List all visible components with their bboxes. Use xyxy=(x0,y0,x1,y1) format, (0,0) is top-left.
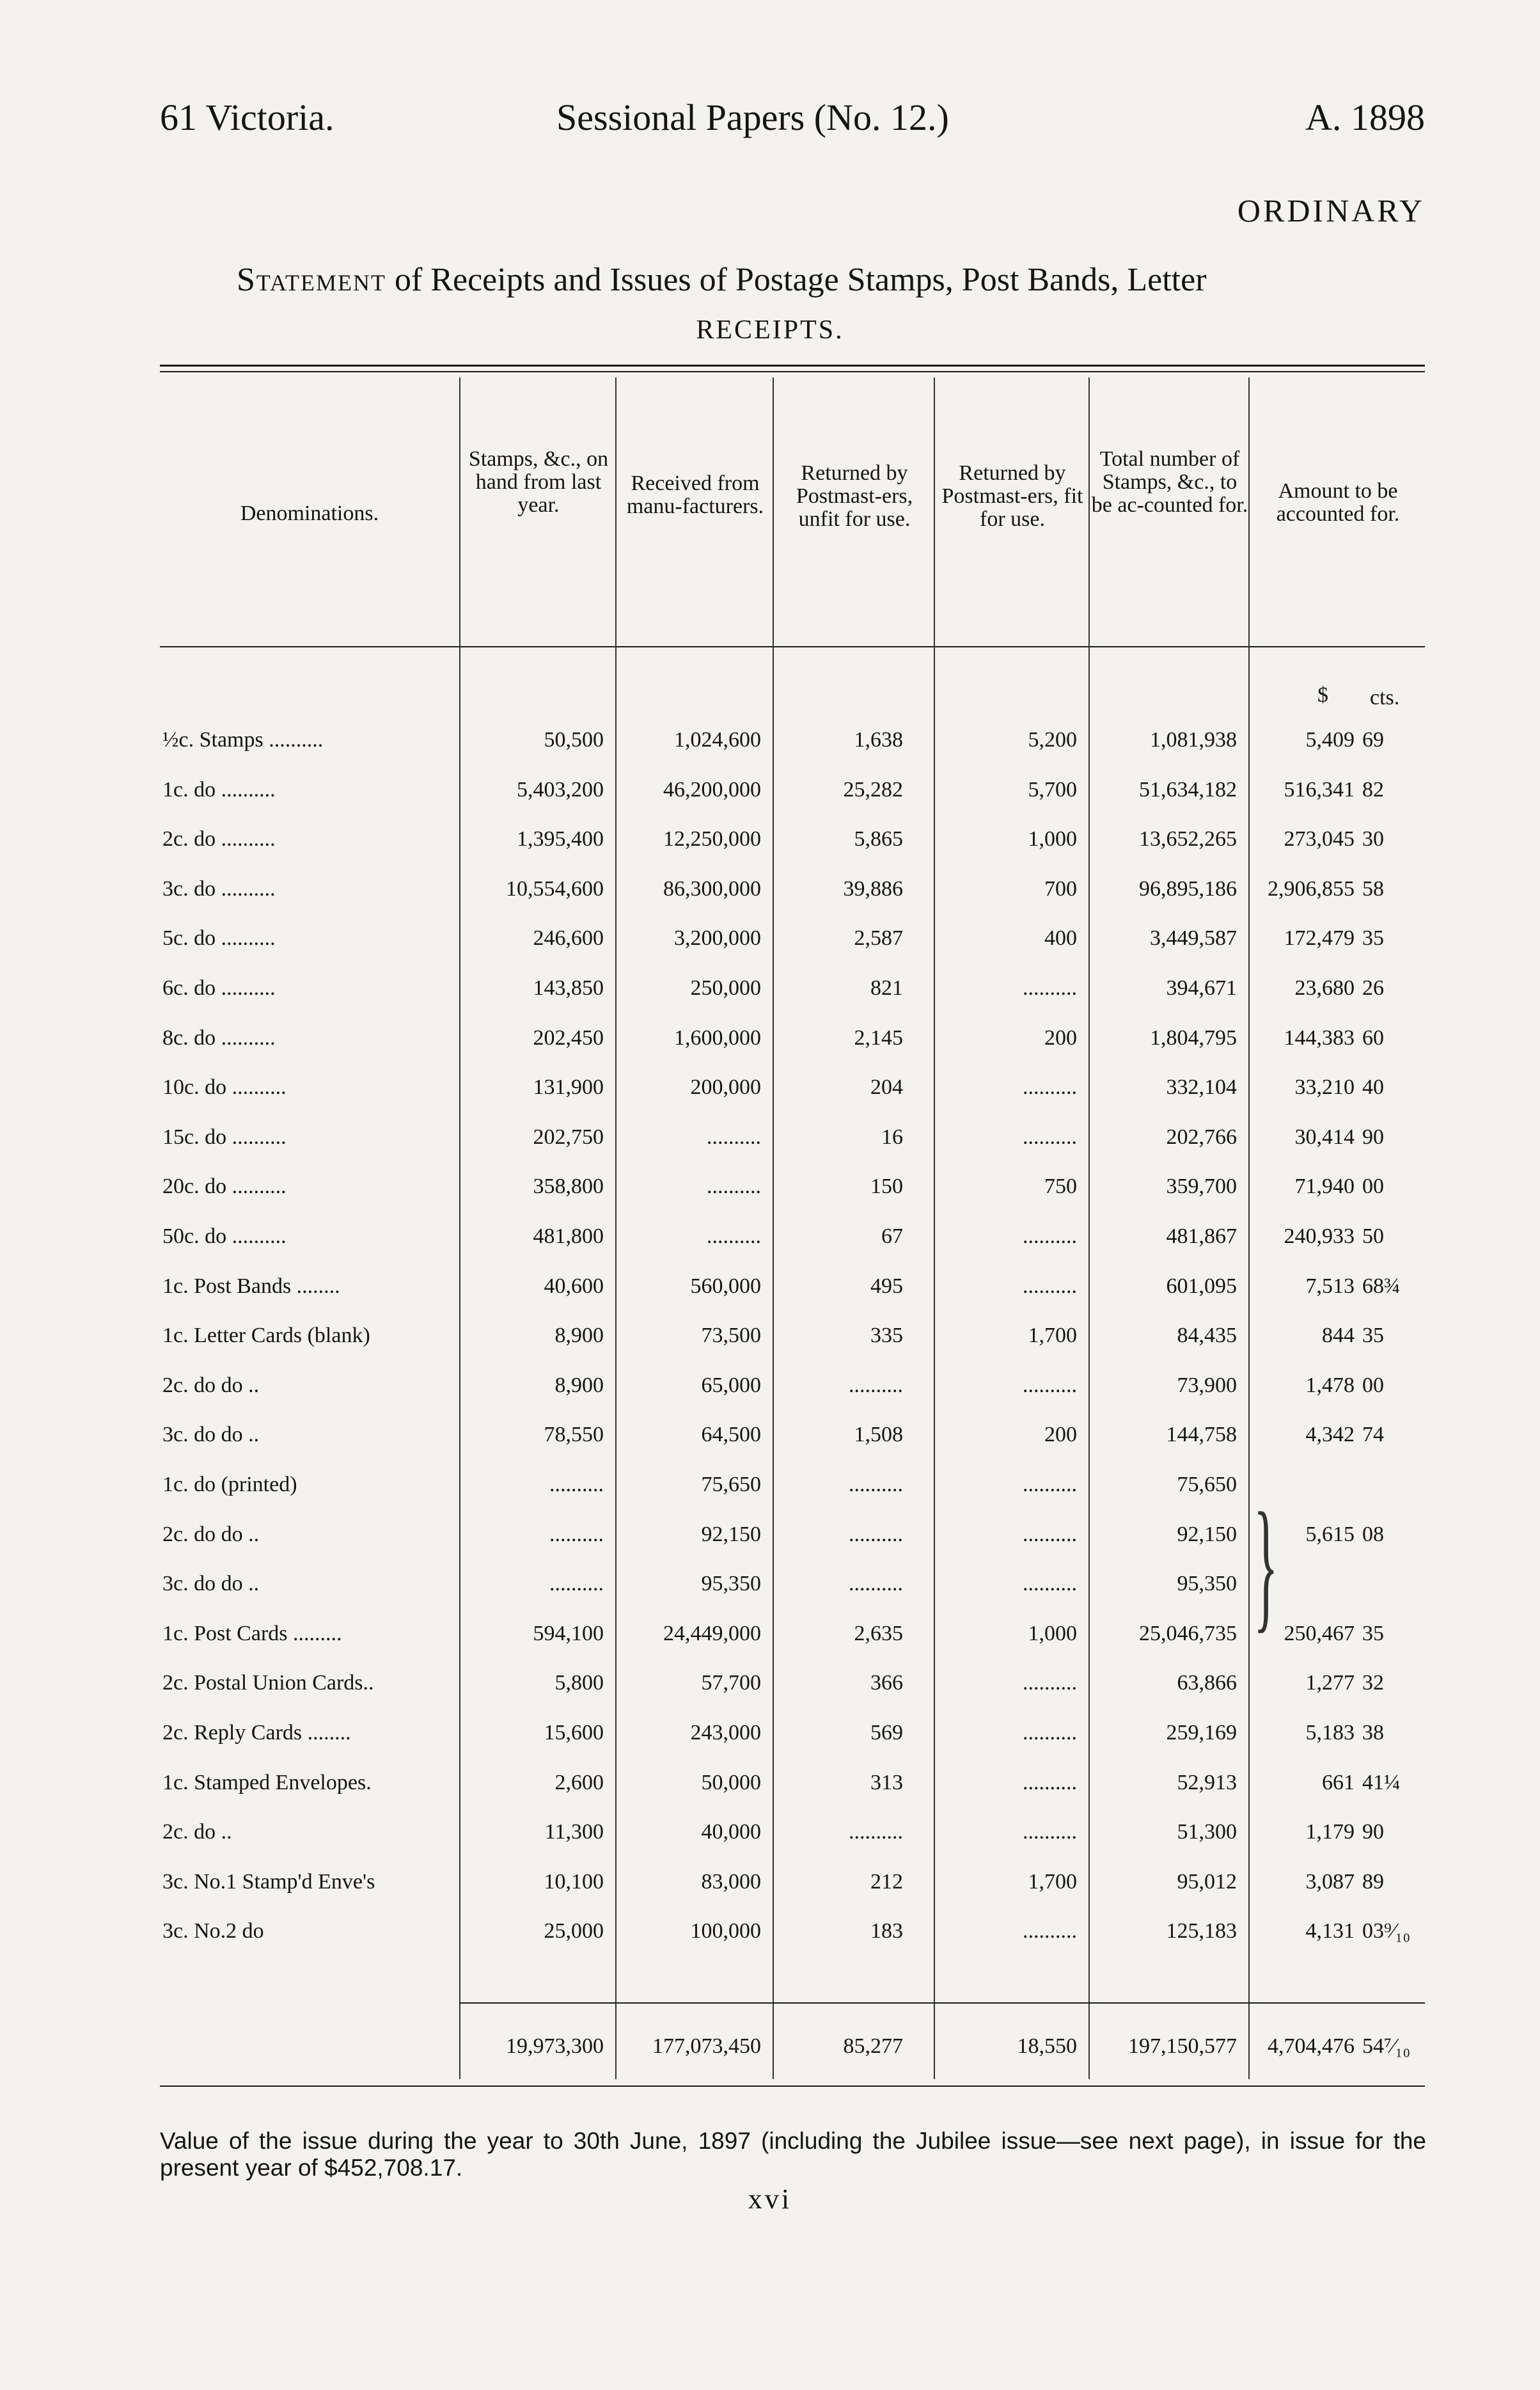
colhead-returned-unfit: Returned by Postmast-ers, unfit for use. xyxy=(796,461,913,531)
cell-unfit: 183 xyxy=(870,1919,903,1943)
cell-fit: .......... xyxy=(1023,1770,1077,1794)
cell-total: 84,435 xyxy=(1177,1324,1237,1348)
cell-on-hand: 10,554,600 xyxy=(506,876,604,901)
cell-total: 75,650 xyxy=(1177,1473,1237,1496)
cell-unfit: 25,282 xyxy=(843,777,903,802)
cell-received: 100,000 xyxy=(690,1919,761,1943)
cell-fit: 1,000 xyxy=(1028,827,1077,851)
cell-cents: 30 xyxy=(1362,827,1384,851)
cell-total: 96,895,186 xyxy=(1139,876,1237,901)
dollar-sign-label: $ xyxy=(1317,683,1328,707)
cell-dollars: 7,513 xyxy=(1305,1274,1355,1298)
total-on-hand: 19,973,300 xyxy=(506,2034,604,2058)
cell-cents: 82 xyxy=(1362,777,1384,802)
cell-unfit: 16 xyxy=(881,1125,903,1149)
cell-total: 25,046,735 xyxy=(1139,1621,1237,1645)
statement-title xyxy=(237,261,1425,299)
cell-fit: .......... xyxy=(1023,1919,1077,1943)
cell-fit: 1,700 xyxy=(1028,1324,1077,1348)
cell-unfit: .......... xyxy=(849,1820,903,1844)
cell-total: 259,169 xyxy=(1166,1721,1237,1745)
cell-cents: 35 xyxy=(1362,1621,1384,1645)
footnote: Value of the issue during the year to 30th June, 1897 (including the Jubilee issue—see next page), in issue for the present year of $452,708.17. xyxy=(160,2128,1426,2181)
cell-den: 1c. Post Bands ........ xyxy=(162,1274,340,1298)
cell-received: 50,000 xyxy=(701,1770,761,1794)
cell-fit: .......... xyxy=(1023,1125,1077,1149)
cell-fit: .......... xyxy=(1023,976,1077,1000)
statement-lead: Statement xyxy=(237,262,387,298)
cell-dollars: 71,940 xyxy=(1294,1175,1355,1199)
cell-unfit: 212 xyxy=(870,1869,903,1894)
cell-cents: 40 xyxy=(1362,1075,1384,1100)
cell-on-hand: 202,750 xyxy=(533,1125,604,1149)
cell-on-hand: 1,395,400 xyxy=(517,827,604,851)
cell-fit: .......... xyxy=(1023,1572,1077,1596)
cell-total: 359,700 xyxy=(1166,1175,1237,1199)
cell-on-hand: .......... xyxy=(549,1572,604,1596)
total-received: 177,073,450 xyxy=(652,2034,761,2058)
cell-received: 73,500 xyxy=(701,1324,761,1348)
cell-fit: .......... xyxy=(1023,1473,1077,1496)
cell-den: 2c. do .......... xyxy=(162,827,276,851)
cell-received: 75,650 xyxy=(701,1473,761,1496)
cell-on-hand: 594,100 xyxy=(533,1621,604,1645)
cell-cents: 68¾ xyxy=(1362,1274,1401,1298)
cell-unfit: .......... xyxy=(849,1522,903,1546)
header-center: Sessional Papers (No. 12.) xyxy=(556,97,949,138)
cell-dollars: 23,680 xyxy=(1294,976,1355,1000)
cell-received: .......... xyxy=(707,1125,761,1149)
cell-dollars: 2,906,855 xyxy=(1268,876,1355,901)
cell-on-hand: 143,850 xyxy=(533,976,604,1000)
cell-total: 1,804,795 xyxy=(1150,1025,1237,1050)
cell-total: 51,300 xyxy=(1177,1820,1237,1844)
col-divider-1 xyxy=(459,377,460,2079)
cell-den: 10c. do .......... xyxy=(162,1075,287,1100)
cell-unfit: 2,587 xyxy=(854,926,903,951)
receipts-heading: RECEIPTS. xyxy=(696,315,844,345)
cell-dollars: 4,342 xyxy=(1305,1423,1355,1447)
cell-unfit: 204 xyxy=(870,1075,903,1100)
cell-received: 243,000 xyxy=(690,1721,761,1745)
cell-dollars: 144,383 xyxy=(1284,1025,1355,1050)
cell-received: 92,150 xyxy=(701,1522,761,1546)
total-fit: 18,550 xyxy=(1017,2034,1077,2058)
cell-den: 3c. do .......... xyxy=(162,876,276,901)
header-right: A. 1898 xyxy=(1305,97,1425,138)
cell-on-hand: 40,600 xyxy=(544,1274,604,1298)
cell-total: 95,012 xyxy=(1177,1869,1237,1894)
cell-fit: 700 xyxy=(1044,876,1077,901)
cell-received: 83,000 xyxy=(701,1869,761,1894)
cell-unfit: .......... xyxy=(849,1572,903,1596)
cell-fit: 200 xyxy=(1044,1025,1077,1050)
cell-fit: 5,700 xyxy=(1028,777,1077,802)
header-rule xyxy=(160,646,1425,647)
cell-fit: .......... xyxy=(1023,1075,1077,1100)
cell-cents: 41¼ xyxy=(1362,1770,1401,1794)
cell-fit: .......... xyxy=(1023,1671,1077,1695)
cell-received: .......... xyxy=(707,1175,761,1199)
col-divider-3 xyxy=(773,377,774,2079)
cell-on-hand: 131,900 xyxy=(533,1075,604,1100)
section-heading-ordinary: ORDINARY xyxy=(1237,193,1425,228)
cell-received: 1,024,600 xyxy=(674,728,761,752)
cell-den: ½c. Stamps .......... xyxy=(162,728,324,752)
cell-den: 20c. do .......... xyxy=(162,1175,287,1199)
cell-unfit: 5,865 xyxy=(854,827,903,851)
cell-on-hand: 78,550 xyxy=(544,1423,604,1447)
colhead-received: Received from manu-facturers. xyxy=(626,471,764,518)
cell-dollars: 33,210 xyxy=(1294,1075,1355,1100)
cell-total: 394,671 xyxy=(1166,976,1237,1000)
col-divider-5 xyxy=(1088,377,1090,2079)
cell-total: 13,652,265 xyxy=(1139,827,1237,851)
cell-on-hand: 15,600 xyxy=(544,1721,604,1745)
cell-on-hand: 2,600 xyxy=(554,1770,604,1794)
cell-unfit: 2,635 xyxy=(854,1621,903,1645)
cell-fit: .......... xyxy=(1023,1274,1077,1298)
col-divider-2 xyxy=(615,377,617,2079)
cell-total: 601,095 xyxy=(1166,1274,1237,1298)
cell-on-hand: 5,403,200 xyxy=(517,777,604,802)
cell-unfit: 1,508 xyxy=(854,1423,903,1447)
cell-cents: 50 xyxy=(1362,1224,1384,1248)
cell-dollars: 5,183 xyxy=(1305,1721,1355,1745)
cell-den: 50c. do .......... xyxy=(162,1224,287,1248)
top-rule-2 xyxy=(160,371,1425,372)
cell-total: 202,766 xyxy=(1166,1125,1237,1149)
cell-cents: 00 xyxy=(1362,1373,1384,1397)
cell-cents: 74 xyxy=(1362,1423,1384,1447)
colhead-amount: Amount to be accounted for. xyxy=(1276,479,1400,526)
cell-received: 12,250,000 xyxy=(663,827,761,851)
cell-cents: 38 xyxy=(1362,1721,1384,1745)
cell-unfit: 39,886 xyxy=(843,876,903,901)
cell-received: 560,000 xyxy=(690,1274,761,1298)
cell-total: 95,350 xyxy=(1177,1572,1237,1596)
cell-on-hand: 5,800 xyxy=(554,1671,604,1695)
cell-total: 63,866 xyxy=(1177,1671,1237,1695)
total-cents: 54⁷⁄₁₀ xyxy=(1362,2034,1411,2058)
cell-received: 250,000 xyxy=(690,976,761,1000)
cell-fit: .......... xyxy=(1023,1721,1077,1745)
cell-fit: 5,200 xyxy=(1028,728,1077,752)
cell-unfit: 335 xyxy=(870,1324,903,1348)
cell-unfit: .......... xyxy=(849,1473,903,1496)
cell-cents: 69 xyxy=(1362,728,1384,752)
cell-on-hand: 246,600 xyxy=(533,926,604,951)
total-dollars: 4,704,476 xyxy=(1268,2034,1355,2058)
total-total: 197,150,577 xyxy=(1128,2034,1237,2058)
cell-fit: .......... xyxy=(1023,1224,1077,1248)
cell-cents: 08 xyxy=(1362,1522,1384,1546)
cell-unfit: 67 xyxy=(881,1224,903,1248)
cell-on-hand: 8,900 xyxy=(554,1324,604,1348)
cell-total: 125,183 xyxy=(1166,1919,1237,1943)
cell-cents: 26 xyxy=(1362,976,1384,1000)
cell-on-hand: 8,900 xyxy=(554,1373,604,1397)
cell-dollars: 30,414 xyxy=(1294,1125,1355,1149)
colhead-returned-fit: Returned by Postmast-ers, fit for use. xyxy=(941,461,1083,531)
cell-received: 40,000 xyxy=(701,1820,761,1844)
cell-den: 2c. do do .. xyxy=(162,1373,260,1397)
cell-dollars: 5,409 xyxy=(1305,728,1355,752)
colhead-denominations: Denominations. xyxy=(240,502,379,525)
header-left: 61 Victoria. xyxy=(160,97,334,138)
cell-cents: 90 xyxy=(1362,1820,1384,1844)
cell-total: 3,449,587 xyxy=(1150,926,1237,951)
cell-received: .......... xyxy=(707,1224,761,1248)
cell-dollars: 273,045 xyxy=(1284,827,1355,851)
cell-unfit: 495 xyxy=(870,1274,903,1298)
total-unfit: 85,277 xyxy=(843,2034,903,2058)
cell-total: 52,913 xyxy=(1177,1770,1237,1794)
cell-received: 3,200,000 xyxy=(674,926,761,951)
page-number: xvi xyxy=(748,2183,792,2215)
cell-on-hand: 358,800 xyxy=(533,1175,604,1199)
cell-den: 6c. do .......... xyxy=(162,976,276,1000)
cell-fit: 1,700 xyxy=(1028,1869,1077,1894)
cell-total: 1,081,938 xyxy=(1150,728,1237,752)
cell-fit: 1,000 xyxy=(1028,1621,1077,1645)
cell-received: 65,000 xyxy=(701,1373,761,1397)
cell-dollars: 1,277 xyxy=(1305,1671,1355,1695)
cell-den: 3c. No.2 do xyxy=(162,1919,264,1943)
cell-dollars: 240,933 xyxy=(1284,1224,1355,1248)
running-header xyxy=(160,96,1425,141)
cell-dollars: 1,478 xyxy=(1305,1373,1355,1397)
cell-cents: 90 xyxy=(1362,1125,1384,1149)
cell-fit: 200 xyxy=(1044,1423,1077,1447)
cell-received: 64,500 xyxy=(701,1423,761,1447)
cell-fit: .......... xyxy=(1023,1373,1077,1397)
cell-dollars: 1,179 xyxy=(1305,1820,1355,1844)
cell-total: 481,867 xyxy=(1166,1224,1237,1248)
cell-on-hand: 25,000 xyxy=(544,1919,604,1943)
top-rule-1 xyxy=(160,365,1425,367)
cell-fit: 750 xyxy=(1044,1175,1077,1199)
cell-on-hand: 202,450 xyxy=(533,1025,604,1050)
cell-total: 51,634,182 xyxy=(1139,777,1237,802)
cell-unfit: .......... xyxy=(849,1373,903,1397)
cell-received: 200,000 xyxy=(690,1075,761,1100)
cents-label: cts. xyxy=(1370,686,1400,709)
cell-received: 86,300,000 xyxy=(663,876,761,901)
cell-den: 1c. Stamped Envelopes. xyxy=(162,1770,372,1794)
cell-dollars: 661 xyxy=(1322,1770,1355,1794)
cell-cents: 89 xyxy=(1362,1869,1384,1894)
cell-dollars: 844 xyxy=(1322,1324,1355,1348)
cell-den: 3c. do do .. xyxy=(162,1572,260,1596)
cell-fit: .......... xyxy=(1023,1820,1077,1844)
cell-on-hand: .......... xyxy=(549,1522,604,1546)
cell-cents: 32 xyxy=(1362,1671,1384,1695)
cell-cents: 00 xyxy=(1362,1175,1384,1199)
cell-den: 3c. No.1 Stamp'd Enve's xyxy=(162,1869,375,1894)
cell-unfit: 366 xyxy=(870,1671,903,1695)
cell-dollars: 3,087 xyxy=(1305,1869,1355,1894)
cell-den: 8c. do .......... xyxy=(162,1025,276,1050)
cell-cents: 58 xyxy=(1362,876,1384,901)
cell-fit: .......... xyxy=(1023,1522,1077,1546)
cell-total: 73,900 xyxy=(1177,1373,1237,1397)
cell-cents: 35 xyxy=(1362,1324,1384,1348)
cell-den: 1c. Post Cards ......... xyxy=(162,1621,342,1645)
cell-dollars: 4,131 xyxy=(1305,1919,1355,1943)
cell-dollars: 5,615 xyxy=(1305,1522,1355,1546)
cell-cents: 60 xyxy=(1362,1025,1384,1050)
cell-unfit: 2,145 xyxy=(854,1025,903,1050)
totals-rule xyxy=(459,2002,1425,2004)
cell-den: 2c. do .. xyxy=(162,1820,232,1844)
cell-unfit: 569 xyxy=(870,1721,903,1745)
cell-received: 46,200,000 xyxy=(663,777,761,802)
col-divider-6 xyxy=(1248,377,1250,2079)
cell-fit: 400 xyxy=(1044,926,1077,951)
cell-unfit: 1,638 xyxy=(854,728,903,752)
group-brace: } xyxy=(1253,1482,1278,1645)
cell-den: 2c. Reply Cards ........ xyxy=(162,1721,351,1745)
cell-den: 15c. do .......... xyxy=(162,1125,287,1149)
cell-received: 1,600,000 xyxy=(674,1025,761,1050)
cell-on-hand: 11,300 xyxy=(544,1820,604,1844)
bottom-rule xyxy=(160,2085,1425,2087)
cell-dollars: 516,341 xyxy=(1284,777,1355,802)
cell-cents: 03⁹⁄₁₀ xyxy=(1362,1919,1411,1943)
cell-den: 1c. do (printed) xyxy=(162,1473,297,1496)
cell-cents: 35 xyxy=(1362,926,1384,951)
cell-den: 5c. do .......... xyxy=(162,926,276,951)
colhead-on-hand: Stamps, &c., on hand from last year. xyxy=(468,447,609,517)
cell-total: 332,104 xyxy=(1166,1075,1237,1100)
cell-received: 95,350 xyxy=(701,1572,761,1596)
cell-den: 1c. Letter Cards (blank) xyxy=(162,1324,370,1348)
cell-on-hand: 10,100 xyxy=(544,1869,604,1894)
cell-on-hand: 481,800 xyxy=(533,1224,604,1248)
cell-total: 144,758 xyxy=(1166,1423,1237,1447)
cell-den: 2c. Postal Union Cards.. xyxy=(162,1671,374,1695)
cell-dollars: 250,467 xyxy=(1284,1621,1355,1645)
cell-unfit: 150 xyxy=(870,1175,903,1199)
statement-rest: of Receipts and Issues of Postage Stamps, Post Bands, Letter xyxy=(386,262,1207,298)
cell-den: 2c. do do .. xyxy=(162,1522,260,1546)
cell-unfit: 821 xyxy=(870,976,903,1000)
cell-dollars: 172,479 xyxy=(1284,926,1355,951)
col-divider-4 xyxy=(934,377,935,2079)
colhead-total: Total number of Stamps, &c., to be ac-counted for. xyxy=(1091,447,1248,517)
cell-received: 57,700 xyxy=(701,1671,761,1695)
cell-den: 1c. do .......... xyxy=(162,777,276,802)
cell-unfit: 313 xyxy=(870,1770,903,1794)
cell-den: 3c. do do .. xyxy=(162,1423,260,1447)
cell-total: 92,150 xyxy=(1177,1522,1237,1546)
cell-received: 24,449,000 xyxy=(663,1621,761,1645)
cell-on-hand: 50,500 xyxy=(544,728,604,752)
cell-on-hand: .......... xyxy=(549,1473,604,1496)
